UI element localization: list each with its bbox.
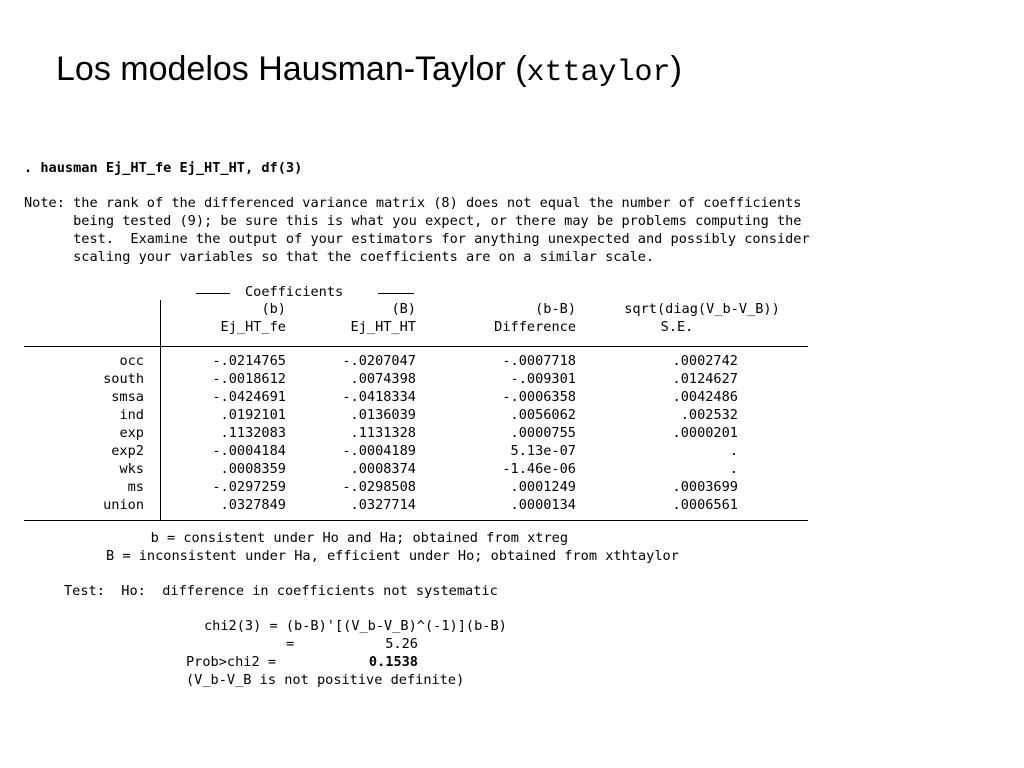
prob-value: 0.1538 <box>368 654 418 670</box>
row-var: occ <box>119 353 144 369</box>
row-se: . <box>729 443 738 459</box>
row-B: .1131328 <box>350 425 416 441</box>
test-label: Test: Ho: difference in coefficients not systematic <box>64 583 498 599</box>
row-B: .0327714 <box>350 497 416 513</box>
row-se: . <box>729 461 738 477</box>
warning-text: (V_b-V_B is not positive definite) <box>186 672 465 688</box>
col-se-header: sqrt(diag(V_b-V_B)) <box>624 301 780 317</box>
row-B: -.0418334 <box>342 389 416 405</box>
note-line: Note: the rank of the differenced variance matrix (8) does not equal the number of coefficients <box>24 195 802 211</box>
col-B-header: (B) <box>391 301 416 317</box>
row-b: .1132083 <box>220 425 286 441</box>
col-se-label: S.E. <box>660 319 694 335</box>
row-b: .0008359 <box>220 461 286 477</box>
command-line: . hausman Ej_HT_fe Ej_HT_HT, df(3) <box>24 160 303 176</box>
col-b-model: Ej_HT_fe <box>220 319 286 335</box>
row-diff: .0000755 <box>510 425 576 441</box>
col-diff-label: Difference <box>494 319 576 335</box>
row-b: -.0214765 <box>212 353 286 369</box>
row-diff: .0000134 <box>510 497 576 513</box>
row-b: .0192101 <box>220 407 286 423</box>
row-se: .0006561 <box>672 497 738 513</box>
header-rule-right <box>378 293 414 294</box>
col-B-model: Ej_HT_HT <box>350 319 416 335</box>
header-rule-left <box>196 293 230 294</box>
row-se: .0124627 <box>672 371 738 387</box>
row-var: exp <box>119 425 144 441</box>
row-diff: -.0006358 <box>502 389 576 405</box>
row-se: .0003699 <box>672 479 738 495</box>
row-B: -.0004189 <box>342 443 416 459</box>
table-divider <box>160 300 161 346</box>
row-diff: -.0007718 <box>502 353 576 369</box>
note-line: scaling your variables so that the coefficients are on a similar scale. <box>24 249 655 265</box>
row-var: ind <box>119 407 144 423</box>
row-diff: -.009301 <box>510 371 576 387</box>
chi2-formula: chi2(3) = (b-B)'[(V_b-V_B)^(-1)](b-B) <box>204 618 507 634</box>
footnote-line: B = inconsistent under Ha, efficient under Ho; obtained from xthtaylor <box>106 548 679 564</box>
row-se: .0002742 <box>672 353 738 369</box>
slide-title-suffix: ) <box>670 50 682 88</box>
row-se: .0000201 <box>672 425 738 441</box>
row-B: -.0298508 <box>342 479 416 495</box>
row-var: smsa <box>111 389 144 405</box>
table-rule-bottom <box>24 520 808 521</box>
row-b: -.0004184 <box>212 443 286 459</box>
row-b: -.0297259 <box>212 479 286 495</box>
note-line: being tested (9); be sure this is what you expect, or there may be problems computing the <box>24 213 802 229</box>
row-diff: 5.13e-07 <box>510 443 576 459</box>
row-B: .0008374 <box>350 461 416 477</box>
row-var: wks <box>119 461 144 477</box>
slide-title-code: xttaylor <box>526 56 671 90</box>
row-var: south <box>103 371 144 387</box>
row-se: .0042486 <box>672 389 738 405</box>
chi2-value: 5.26 <box>385 636 418 652</box>
row-var: union <box>103 497 144 513</box>
row-diff: .0056062 <box>510 407 576 423</box>
row-diff: .0001249 <box>510 479 576 495</box>
col-b-header: (b) <box>261 301 286 317</box>
row-b: .0327849 <box>220 497 286 513</box>
footnote-line: b = consistent under Ho and Ha; obtained from xtreg <box>150 530 568 546</box>
table-rule-top <box>24 346 808 347</box>
slide-title-text: Los modelos Hausman-Taylor ( <box>56 50 527 88</box>
coefficients-header: Coefficients <box>245 284 344 300</box>
row-b: -.0018612 <box>212 371 286 387</box>
col-diff-header: (b-B) <box>535 301 576 317</box>
prob-label: Prob>chi2 = <box>186 654 277 670</box>
row-b: -.0424691 <box>212 389 286 405</box>
row-var: exp2 <box>111 443 144 459</box>
row-B: .0136039 <box>350 407 416 423</box>
row-B: -.0207047 <box>342 353 416 369</box>
row-var: ms <box>127 479 144 495</box>
chi2-equals: = <box>286 636 295 652</box>
row-diff: -1.46e-06 <box>502 461 576 477</box>
row-se: .002532 <box>680 407 738 423</box>
note-line: test. Examine the output of your estimators for anything unexpected and possibly consider <box>24 231 810 247</box>
row-B: .0074398 <box>350 371 416 387</box>
